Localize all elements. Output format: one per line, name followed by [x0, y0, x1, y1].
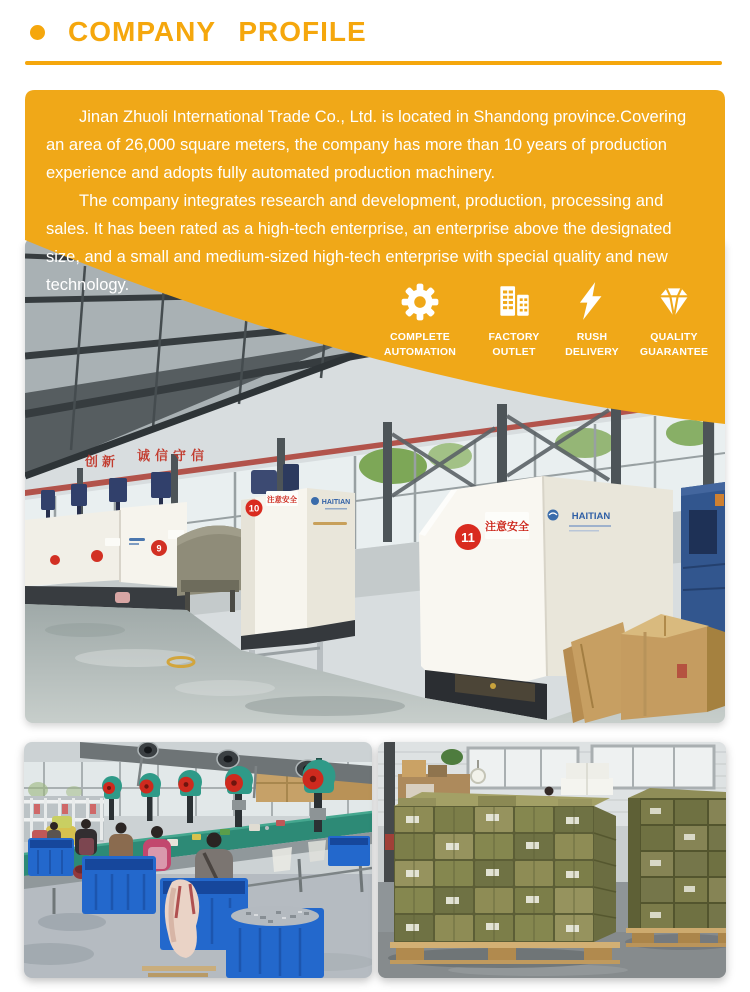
packed-pallets-photo: [378, 742, 726, 978]
svg-text:9: 9: [156, 543, 162, 554]
svg-text:注意安全: 注意安全: [485, 521, 529, 533]
intro-paragraph-1: Jinan Zhuoli International Trade Co., Ltd. is located in Shandong province.Covering an area of 26,000 square meters, the company has more than 10 years of production experience and adopts fully automated production machinery.: [46, 108, 687, 182]
feature-quality-guarantee: [623, 280, 725, 360]
feature-complete-automation: [373, 280, 467, 360]
feature-label: QUALITY GUARANTEE: [639, 331, 709, 358]
pallet-stack-left: [390, 792, 620, 964]
blue-machine: [681, 482, 725, 640]
feature-label: FACTORY OUTLET: [488, 331, 540, 358]
svg-text:注意安全: 注意安全: [267, 495, 297, 504]
gear-icon: [399, 280, 441, 322]
wall-slogan: 创新: [85, 454, 120, 469]
brand-logo: HAITIAN: [571, 511, 611, 522]
page-title: COMPANY PROFILE: [68, 16, 367, 47]
feature-label: COMPLETE AUTOMATION: [383, 331, 457, 358]
brand-logo: HAITIAN: [321, 499, 351, 506]
packed-pallets-illustration: [378, 742, 726, 978]
svg-text:11: 11: [461, 530, 475, 545]
company-intro: [25, 90, 725, 299]
assembly-line-illustration: [24, 742, 372, 978]
bullet-icon: [30, 25, 45, 40]
feature-rush-delivery: [561, 280, 623, 360]
factory-icon: [493, 280, 535, 322]
feature-label: RUSH DELIVERY: [565, 331, 619, 358]
section-header: [30, 16, 367, 48]
diamond-icon: [653, 280, 695, 322]
pallet-stack-right: [626, 788, 726, 947]
wall-slogan: 诚信守信: [137, 448, 210, 463]
feature-factory-outlet: [467, 280, 561, 360]
header-divider: [25, 61, 722, 65]
feature-list: [373, 280, 725, 360]
lightning-icon: [571, 280, 613, 322]
intro-paragraph-2: The company integrates research and development, production, processing and sales. It has been rated as a high-tech enterprise, an enterprise above the designated size, and a small and medium-sized high-tech enterprise with special quality and new technology.: [46, 192, 672, 294]
svg-text:10: 10: [248, 503, 260, 515]
hero-section: [25, 90, 725, 723]
assembly-line-photo: [24, 742, 372, 978]
